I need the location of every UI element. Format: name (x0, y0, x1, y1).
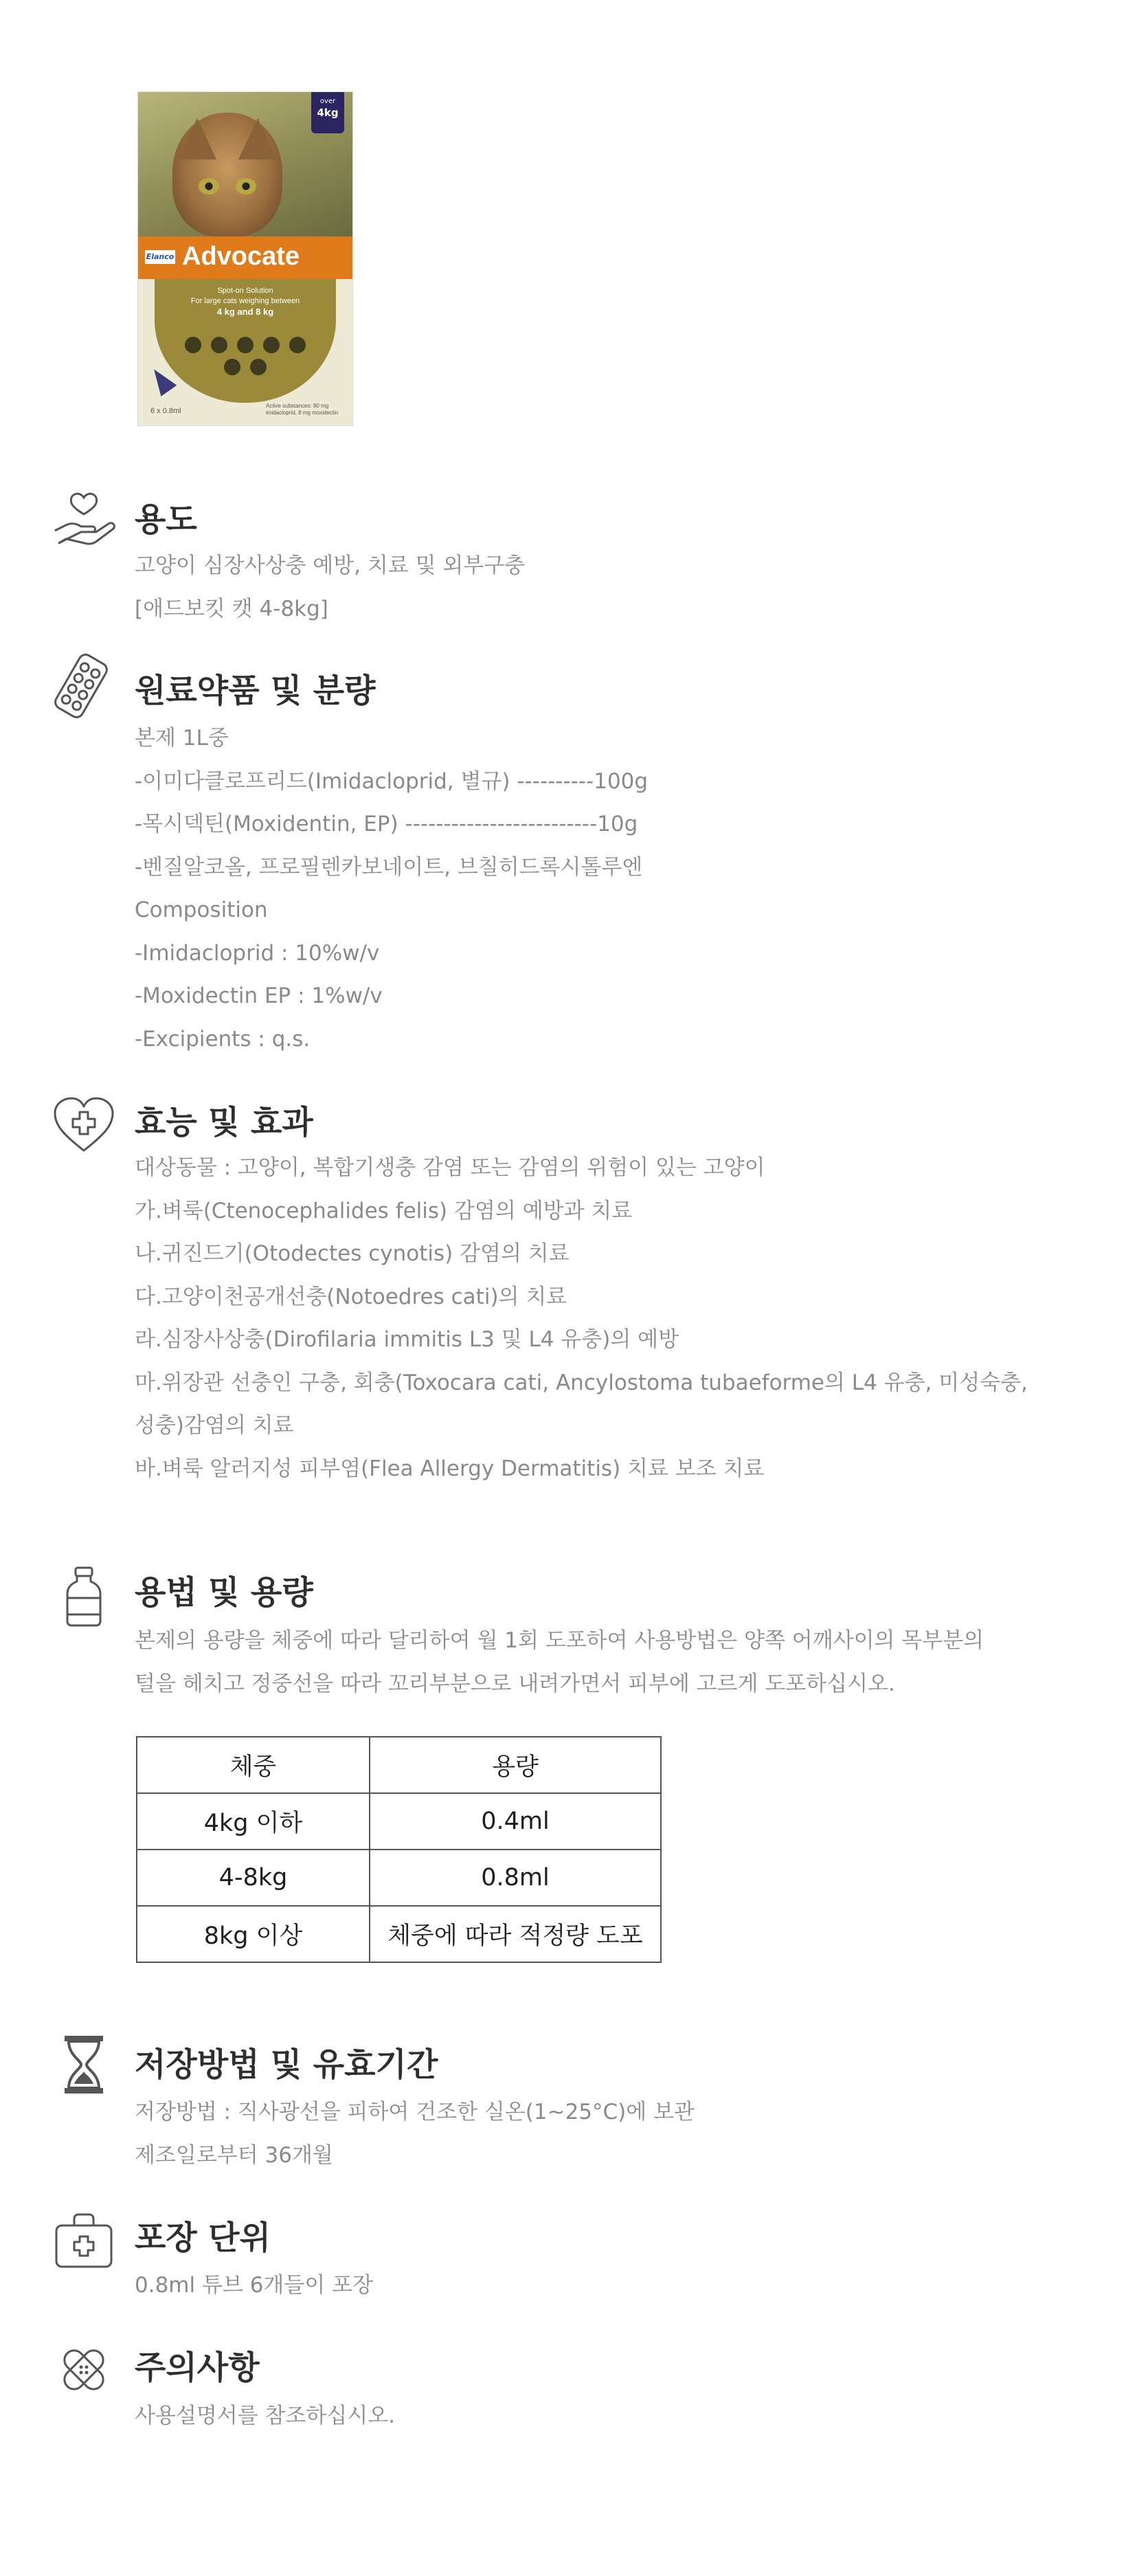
caution-line: 사용설명서를 참조하십시오. (135, 2403, 396, 2428)
dosage-line: 본제의 용량을 체중에 따라 달리하여 월 1회 도포하여 사용방법은 양쪽 어깨사이의 목부분의 (135, 1628, 984, 1653)
hand-heart-icon (51, 488, 117, 554)
bottle-icon (51, 1564, 117, 1630)
cat-eye-left (199, 178, 219, 195)
ingredients-line: -벤질알코올, 프로필렌카보네이트, 브칠히드록시톨루엔 (135, 854, 643, 880)
ingredients-line: -Imidacloprid : 10%w/v (135, 940, 380, 966)
efficacy-line: 라.심장사상충(Dirofilaria immitis L3 및 L4 유충)의 예방 (135, 1327, 679, 1352)
dosage-title: 용법 및 용량 (135, 1574, 313, 1612)
cat-photo (138, 92, 352, 236)
package-line: 0.8ml 튜브 6개들이 포장 (135, 2273, 374, 2298)
pack-text-line1: Spot-on Solution (217, 287, 273, 295)
usage-line: [애드보킷 캣 4-8kg] (135, 596, 328, 621)
ingredients-line: -Moxidectin EP : 1%w/v (135, 984, 383, 1008)
ingredients-line: Composition (135, 898, 268, 922)
ingredients-line: -Excipients : q.s. (135, 1026, 311, 1052)
weight-badge-over: over (319, 98, 336, 105)
ingredients-title: 원료약품 및 분량 (135, 672, 376, 710)
efficacy-text (135, 1146, 1028, 1490)
first-aid-kit-icon (51, 2208, 117, 2274)
efficacy-title: 효능 및 효과 (135, 1104, 313, 1142)
efficacy-line: 성충)감염의 치료 (135, 1413, 294, 1438)
roundworm-icon (237, 337, 254, 353)
parasite-icons (174, 337, 317, 375)
usage-title: 용도 (135, 501, 197, 539)
efficacy-line: 나.귀진드기(Otodectes cynotis) 감염의 치료 (135, 1241, 570, 1266)
pill-pack-icon (51, 653, 117, 719)
caution-title: 주의사항 (135, 2349, 260, 2387)
pack-text (155, 286, 336, 318)
caution-text (135, 2395, 395, 2438)
usage-line: 고양이 심장사상충 예방, 치료 및 외부구충 (135, 553, 526, 578)
pack-text-line2: For large cats weighing between (190, 297, 300, 305)
weight-badge (311, 92, 344, 133)
product-package-image (137, 91, 353, 426)
bandage-icon (51, 2337, 117, 2403)
hookworm-icon (263, 337, 280, 353)
table-header-cell: 체중 (137, 1737, 370, 1793)
efficacy-line: 다.고양이천공개선충(Notoedres cati)의 치료 (135, 1284, 567, 1309)
package-text (135, 2264, 373, 2307)
usage-text (135, 544, 525, 630)
table-cell: 체중에 따라 적정량 도포 (370, 1906, 661, 1962)
ingredients-line: -이미다클로프리드(Imidacloprid, 별규) ----------100g (135, 768, 649, 794)
efficacy-line: 마.위장관 선충인 구충, 회충(Toxocara cati, Ancylostoma tubaeforme의 L4 유충, 미성숙충, (135, 1370, 1028, 1395)
pack-text-line3: 4 kg and 8 kg (216, 307, 274, 317)
brand-band (138, 236, 352, 279)
table-header-cell: 용량 (370, 1737, 661, 1793)
pack-shield (155, 279, 336, 403)
cat-ear-left (178, 118, 216, 159)
ingredients-line: 본제 1L중 (135, 726, 229, 751)
weight-badge-value: 4kg (317, 107, 339, 119)
heartworm-icon (289, 337, 306, 353)
table-cell: 8kg 이상 (137, 1906, 370, 1962)
efficacy-line: 가.벼룩(Ctenocephalides felis) 감염의 예방과 치료 (135, 1198, 633, 1223)
mange-icon (250, 359, 267, 375)
table-cell: 0.8ml (370, 1850, 661, 1906)
table-cell: 4kg 이하 (137, 1793, 370, 1850)
efficacy-line: 대상동물 : 고양이, 복합기생충 감염 또는 감염의 위험이 있는 고양이 (135, 1155, 765, 1180)
storage-text (135, 2091, 695, 2177)
cat-ear-right (238, 118, 277, 159)
table-row (137, 1906, 661, 1962)
cat-head (172, 113, 282, 236)
efficacy-line: 바.벼룩 알러지성 피부염(Flea Allergy Dermatitis) 치료 보조 치료 (135, 1456, 765, 1481)
pack-dose-label: 6 x 0.8ml (150, 407, 181, 415)
cat-eye-right (236, 178, 256, 195)
storage-title: 저장방법 및 유효기간 (135, 2046, 438, 2084)
brand-name: Advocate (182, 242, 300, 271)
heart-cross-icon (51, 1093, 117, 1159)
flea-icon (185, 337, 201, 353)
dosage-line: 털을 헤치고 정중선을 따라 꼬리부분으로 내려가면서 피부에 고르게 도포하십시오. (135, 1671, 895, 1696)
table-row (137, 1850, 661, 1906)
storage-line: 저장방법 : 직사광선을 피하여 건조한 실온(1~25°C)에 보관 (135, 2100, 695, 2124)
package-title: 포장 단위 (135, 2219, 271, 2257)
pack-active-label: Active substances: 80 mg imidacloprid, 8 mg moxidectin (266, 403, 339, 416)
hourglass-icon (51, 2032, 117, 2098)
table-row (137, 1793, 661, 1850)
storage-line: 제조일로부터 36개월 (135, 2142, 333, 2168)
ear-mite-icon (211, 337, 227, 353)
table-cell: 0.4ml (370, 1793, 661, 1850)
dosage-text (135, 1619, 984, 1705)
lungworm-icon (224, 359, 240, 375)
ingredients-text (135, 717, 648, 1061)
table-header-row (137, 1737, 661, 1793)
maker-logo: Elanco (145, 250, 175, 264)
dosage-table (136, 1736, 662, 1963)
ingredients-line: -목시덱틴(Moxidentin, EP) -------------------------10g (135, 812, 638, 836)
table-cell: 4-8kg (137, 1850, 370, 1906)
